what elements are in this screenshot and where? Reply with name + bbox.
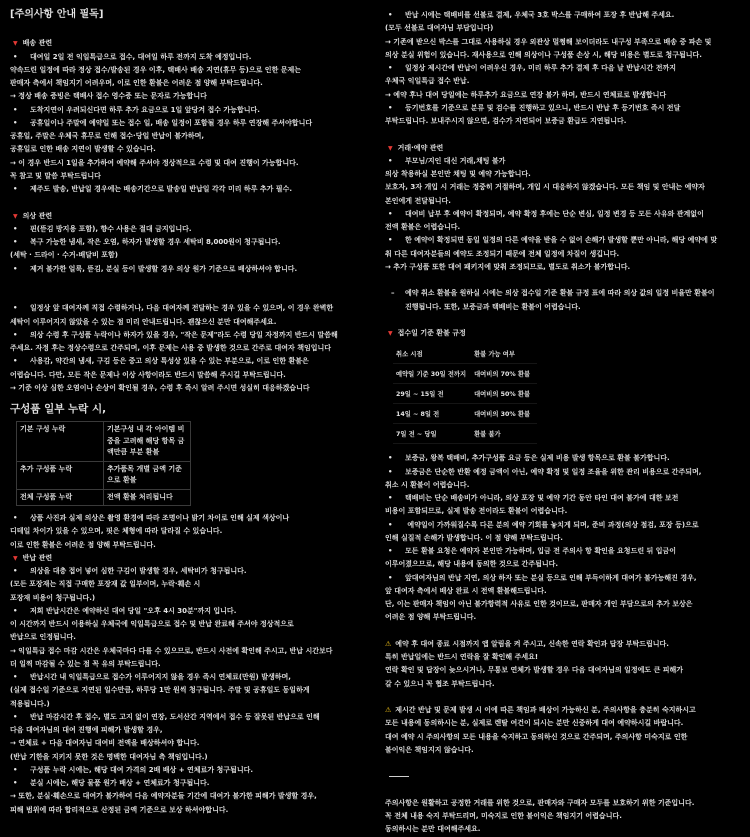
bullet-item [385,572,747,585]
table-row [393,384,537,404]
blank-line [385,314,747,327]
blank-line [385,274,747,287]
text-line: 동의하시는 분만 대여해주세요. [385,825,481,834]
bullet-item [10,302,372,315]
bullet-text: 복구 가능한 냄새, 작은 오염, 하자가 발생할 경우 세탁비 8,000원이 청구됩니다. [30,238,281,246]
text-line: (반납 기한을 지키지 못한 것은 명백한 대여자님 측 책임입니다.) [10,752,208,761]
blank-line [385,128,747,141]
red-triangle-icon: ▼ [13,40,18,48]
bullet-icon: • [13,514,18,522]
bullet-text: 반납시간 내 익일특급으로 접수가 이루어지지 않을 경우 즉시 연체료(만원) 발생하며, [30,673,291,681]
bullet-item [385,9,747,22]
warning-icon: ⚠ [385,639,392,648]
refund-amount-cell: 환불 불가 [471,424,537,444]
bullet-icon: • [388,103,393,112]
bullet-icon: • [388,547,393,555]
bullet-icon: • [13,357,18,366]
bullet-text: 핀(뜯김 방지용 포함), 향수 사용은 절대 금지입니다. [30,224,192,233]
bullet-text: 앞대여자님의 반납 지연, 의상 하자 또는 분실 등으로 인해 부득이하게 대여가 불가능해진 경우, [405,573,697,582]
bullet-item [10,329,372,342]
bullet-icon: • [13,673,18,681]
bullet-item [10,263,372,276]
text-line: 주의사항은 원활하고 공정한 거래를 위한 것으로, 판매자와 구매자 모두를 보호하기 위한 기준입니다. [385,798,695,807]
table-row [393,424,537,444]
bullet-item [10,104,372,117]
text-line: 어렵습니다. 다만, 모든 작은 문제나 이상 사항이라도 반드시 말씀해 주시길 부탁드립니다. [10,370,286,379]
bullet-item [10,183,372,196]
text-line: 판매자 측에서 책임지기 어려우며, 이로 인한 환불은 어려운 점 양해 부탁드립니다. [10,79,263,87]
section-heading-label: 의상 관련 [22,211,53,220]
bullet-text: 일정상 앞 대여자께 직접 수령하거나, 다음 대여자께 전달하는 경우 있을 수 있으며, 이 경우 완벽한 [30,304,334,313]
divider [385,770,747,783]
section-subtitle: 구성품 일부 누락 시, [10,403,107,415]
text-line: → 또한, 분실·훼손으로 대여가 불가하여 다음 예약자분들 기간에 대여가 불가한 피해가 발생할 경우, [10,792,317,801]
bullet-text: 분실 시에는, 해당 물품 원가 배상 + 연체료가 청구됩니다. [30,779,210,787]
bullet-item [10,117,372,130]
refund-policy-table [393,344,537,444]
text-line: 본인에게 전달됩니다. [385,196,451,205]
text-line: 우체국 익일특급 접수 반납. [385,77,470,86]
section-heading [10,552,372,565]
text-line: 포장재 비용이 청구됩니다.) [10,593,96,602]
page-title: [주의사항 안내 필독] [10,9,104,20]
bullet-icon: • [13,264,18,273]
bullet-icon: • [388,454,393,463]
text-line: 춰 다른 대여자분들의 예약도 조정되기 때문에 전체 일정에 차질이 생깁니다. [385,249,620,258]
bullet-text: 모든 환불 요청은 예약자 본인만 가능하며, 입금 전 주의사 항 확인을 요청드린 뒤 입금이 [405,547,677,555]
text-line: 이 시간까지 반드시 이용하실 우체국에 익일특급으로 접수 및 반납 완료해 주셔야 정상적으로 [10,620,294,628]
bullet-text: 택배비는 단순 배송비가 아니라, 의상 포장 및 예약 기간 동안 타인 대여 불가에 대한 보전 [405,494,679,502]
bullet-icon: • [13,238,18,246]
text-line: 피해 범위에 따라 합리적으로 산정된 금액 기준으로 보상 하셔야합니다. [10,805,229,814]
bullet-icon: • [13,118,18,127]
bullet-text: 공휴일이나 주말에 예약일 또는 접수 일, 배송 일정이 포함될 경우 하루 연장해 주셔야합니다 [30,118,313,127]
bullet-text: 반납 시에는 택배비를 선불로 결제, 우체국 3호 박스를 구매하여 포장 후 반납해 주세요. [405,11,675,19]
bullet-text: 의상을 대충 접어 넣어 심한 구김이 발생할 경우, 세탁비가 청구됩니다. [30,567,247,575]
blank-line [10,276,372,289]
section-heading-label: 반납 관련 [22,553,53,562]
text-line: 취소 시 환불이 어렵습니다. [385,480,470,489]
text-line: → 기존에 받으신 박스를 그대로 사용하실 경우 외관상 멀쩡해 보이더라도 내구성 부족으로 배송 중 파손 및 [385,37,712,46]
blank-line [385,691,747,704]
text-line: 꼭 참고 및 말씀 부탁드립니다 [10,171,101,180]
bullet-item [10,512,372,525]
text-line: (세탁 · 드라이 · 수거-배달비 포함) [10,251,118,260]
blank-line [385,757,747,770]
dash-icon: – [391,289,395,298]
column-header: 환불 가능 여부 [471,344,537,364]
refund-policy-cell: 추가품목 개별 금액 기준으로 환불 [104,461,191,489]
bullet-text: 도착지연이 우려되신다면 하루 추가 요금으로 1일 앞당겨 접수 가능합니다. [30,105,260,114]
text-line: 세탁이 이루어지지 않았을 수 있는 점 미리 안내드립니다. 괜찮으신 분만 대여해주세요. [10,317,277,326]
text-line: 이로 인한 환불은 어려운 점 양해 부탁드립니다. [10,540,156,549]
cancel-timing-cell: 예약일 기준 30일 전까지 [393,364,471,384]
missing-type-cell: 기본 구성 누락 [17,422,104,462]
text-line: 단, 이는 판매자 책임이 아닌 불가항력적 사유로 인한 것이므로, 판매자 개인 부담으로의 추가 보상은 [385,600,693,608]
refund-policy-cell: 전액 환불 처리됩니다 [104,489,191,506]
text-line: 반납으로 인정됩니다. [10,633,76,642]
section-heading-label: 배송 관련 [22,39,53,48]
bullet-icon: • [13,567,18,575]
bullet-item [10,236,372,249]
text-line: 보호자, 3자 개입 시 거래는 정중히 거절하며, 개입 시 대응하지 않겠습니다. 모든 책임 및 안내는 예약자 [385,183,705,192]
bullet-text: 의상 수령 후 구성품 누락이나 하자가 있을 경우, "작은 문제"라도 수령 당일 자정까지 반드시 말씀해 [30,330,338,339]
table-row [393,364,537,384]
text-line: 이루어졌으므로, 해당 내용에 동의한 것으로 간주됩니다. [385,560,559,569]
bullet-text: 일정상 제시간에 반납이 어려우신 경우, 미리 하루 추가 결제 후 다음 날 반납시간 전까지 [405,64,677,72]
left-column [10,6,372,817]
section-heading [10,210,372,223]
bullet-icon: • [13,185,18,193]
section-heading [10,37,372,50]
bullet-item [385,492,747,505]
text-line: 주세요. 자정 후는 정상수령으로 간주되며, 이후 문제는 사용 중 발생한 것으로 간주로 대여자 책임입니다 [10,344,332,352]
bullet-item [10,711,372,724]
bullet-icon: • [13,52,18,61]
text-line: → 이 경우 반드시 1일을 추가하여 예약해 주셔야 정상적으로 수령 및 대여 진행이 가능합니다. [10,158,299,167]
bullet-text: 제주도 발송, 반납일 경우에는 배송기간으로 발송일 반납일 각각 미리 하루 추가 필수. [30,185,293,193]
bullet-icon: • [388,11,393,19]
blank-line [10,24,372,37]
text-line: 약속드린 일정에 따라 정상 접수/발송된 경우 이후, 택배사 배송 지연(휴무 등)으로 인한 문제는 [10,65,302,74]
bullet-icon: • [388,467,393,476]
bullet-icon: • [388,64,393,72]
right-column [385,9,747,837]
bullet-icon: • [13,606,18,615]
bullet-item [385,155,747,168]
text-line: 갈 수 있으니 꼭 협조 부탁드립니다. [385,679,495,688]
bullet-text: 제거 불가한 얼룩, 뜯김, 분실 등이 발생할 경우 의상 원가 기준으로 배상하셔야 합니다. [30,264,298,273]
bullet-text: 예약일이 가까워질수록 다른 분의 예약 기회를 놓치게 되며, 준비 과정(의상 점검, 포장 등)으로 [405,520,699,529]
text-line: 다음 대여자님의 대여 진행에 피해가 발생할 경우, [10,726,163,734]
text-line: → 익일특급 접수 마감 시간은 우체국마다 다를 수 있으므로, 반드시 사전에 확인해 주시고, 반납 시간보다 [10,646,333,655]
refund-amount-cell: 대여비의 30% 환불 [471,404,537,424]
bullet-icon: • [388,573,393,582]
text-line: → 추가 구성품 또한 대여 패키지에 맞춰 조정되므로, 별도로 취소가 불가합니다. [385,262,631,271]
refund-amount-cell: 대여비의 70% 환불 [471,364,537,384]
bullet-icon: • [388,156,393,165]
bullet-item [10,605,372,618]
bullet-icon: • [388,494,393,502]
bullet-item [10,764,372,777]
text-line: 불이익은 책임지지 않습니다. [385,745,474,754]
text-line: 의상 분실 위험이 있습니다. 재사용으로 인해 의상이나 구성품 손상 시, 해당 비용은 별도로 청구됩니다. [385,50,702,59]
text-line: → 예약 후나 대여 당일에는 하루추가 요금으로 연장 불가 하며, 반드시 연체료로 발생합니다 [385,90,667,99]
section-heading [385,327,747,340]
table-row [17,489,191,506]
bullet-item [10,565,372,578]
text-line: 전액 환불은 어렵습니다. [385,223,461,231]
dash-item-continued: 진행됩니다. 또한, 보증금과 택배비는 환불이 어렵습니다. [405,302,581,311]
bullet-text: 한 예약이 확정되면 동일 일정의 다른 예약을 받을 수 없어 손해가 발생할 뿐만 아니라, 해당 예약에 맞 [405,236,718,245]
red-triangle-icon: ▼ [388,330,393,337]
warning-line [385,638,747,651]
refund-amount-cell: 대여비의 50% 환불 [471,384,537,404]
bullet-icon: • [13,765,18,774]
table-row [17,422,191,462]
column-header: 취소 시점 [393,344,471,364]
bullet-item [385,452,747,465]
bullet-icon: • [13,712,18,721]
bullet-text: 저희 반납시간은 예약하신 대여 당일 "오후 4시 30분"까지 입니다. [30,606,237,615]
text-line: (모든 포장재는 직접 구매한 포장재 값 일부이며, 누락·훼손 시 [10,580,201,589]
bullet-text: 구성품 누락 시에는, 해당 대여 가격의 2배 배상 + 연체료가 청구됩니다. [30,765,253,774]
bullet-text: 사용감, 약간의 냄새, 구김 등은 중고 의상 특성상 있을 수 있는 부분으로, 이로 인한 환불은 [30,357,309,366]
bullet-item [385,519,747,532]
missing-type-cell: 전체 구성품 누락 [17,489,104,506]
table-row [17,461,191,489]
text-line: 연락 확인 및 답장이 늦으시거나, 무통보 연체가 발생할 경우 다음 대여자님의 일정에도 큰 피해가 [385,666,684,675]
dash-item [385,287,747,300]
cancel-timing-cell: 7일 전 ~ 당일 [393,424,471,444]
bullet-icon: • [388,236,393,245]
text-line: (모두 선불로 대여자님 부담입니다) [385,24,494,33]
text-line: 특히 반납일에는 반드시 연락을 잘 확인해 주세요! [385,653,539,661]
table-header-row [393,344,537,364]
warning-line [385,704,747,717]
bullet-icon: • [13,224,18,233]
blank-line [385,625,747,638]
bullet-item [385,545,747,558]
text-line: 공휴일, 주말은 우체국 휴무로 인해 접수·당일 반납이 불가하며, [10,132,205,140]
bullet-item [10,777,372,790]
text-line: 꼭 전체 내용 숙지 부탁드리며, 미숙지로 인한 불이익은 책임지기 어렵습니다. [385,812,622,820]
text-line: 앞 대여자 측에서 배상 완료 시 전액 환불해드립니다. [385,586,547,595]
bullet-icon: • [13,330,18,339]
bullet-item [385,234,747,247]
refund-policy-cell: 기본구성 내 각 아이템 비중을 고려해 해당 항목 금액만큼 부분 환불 [104,422,191,462]
bullet-text: 대여일 2일 전 익일특급으로 접수, 대여일 하루 전까지 도착 예정입니다. [30,52,252,61]
red-triangle-icon: ▼ [13,554,18,562]
text-line: 디테일 차이가 있을 수 있으며, 핏은 체형에 따라 달라질 수 있습니다. [10,527,223,536]
section-heading [385,142,747,155]
divider-line [389,776,409,777]
bullet-text: 반납 마감시간 후 접수, 별도 고지 없이 연장, 도서산간 지역에서 접수 등 잘못된 반납으로 인해 [30,712,320,721]
text-line: 비용이 포함되므로, 실제 발송 전이라도 환불이 어렵습니다. [385,507,568,516]
text-line: 의상 착용하실 본인만 채팅 및 예약 가능합니다. [385,170,531,178]
bullet-icon: • [388,520,393,529]
text-line: 적용됩니다.) [10,699,50,708]
text-line: 부탁드립니다. 보내주시지 않으면, 검수가 지연되어 보증금 환급도 지연됩니다. [385,117,627,125]
warning-text: 제시간 반납 및 문제 발생 시 이에 따른 책임과 배상이 가능하신 분, 주의사항을 충분히 숙지하시고 [395,706,696,714]
bullet-item [385,62,747,75]
blank-line [385,784,747,797]
table-row [393,404,537,424]
text-line: 인해 실질적 손해가 발생합니다. 이 점 양해 부탁드립니다. [385,533,563,542]
bullet-item [385,466,747,479]
cancel-timing-cell: 29일 ~ 15일 전 [393,384,471,404]
cancel-timing-cell: 14일 ~ 8일 전 [393,404,471,424]
text-line: 더 일찍 마감될 수 있는 점 꼭 유의 부탁드립니다. [10,659,161,668]
bullet-icon: • [388,209,393,218]
dash-text: 예약 취소 환불을 원하실 시에는 의상 접수일 기준 환불 규정 표에 따라 의상 값의 일정 비율만 환불이 [405,289,715,298]
bullet-item [10,671,372,684]
missing-type-cell: 추가 구성품 누락 [17,461,104,489]
blank-line [10,289,372,302]
bullet-item [385,208,747,221]
red-triangle-icon: ▼ [13,212,18,220]
bullet-item [385,102,747,115]
bullet-item [10,355,372,368]
warning-text: 예약 후 대여 종료 시점까지 앱 알림을 켜 주시고, 신속한 연락 확인과 답장 부탁드립니다. [395,639,669,648]
bullet-icon: • [13,304,18,313]
bullet-text: 대여비 납부 후 예약이 확정되며, 예약 확정 후에는 단순 변심, 일정 변경 등 모든 사유와 관계없이 [405,209,704,218]
section-heading-label: 거래·예약 관련 [397,143,444,152]
text-line: (실제 접수일 기준으로 지연된 일수만큼, 하루당 1만 원씩 청구됩니다. 주말 및 공휴일도 동일하게 [10,686,310,695]
bullet-item [10,223,372,236]
missing-parts-table [16,421,191,506]
bullet-text: 등기번호를 기준으로 분류 및 검수를 진행하고 있으니, 반드시 반납 후 등기번호 즉시 전달 [405,103,681,112]
text-line: → 연체료 + 다음 대여자님 대여비 전액을 배상하셔야 합니다. [10,739,200,748]
text-line: 모든 내용에 동의하시는 분, 실제로 렌탈 여건이 되시는 분만 신중하게 대여 예약하시길 바랍니다. [385,719,684,728]
text-line: 어려운 점 양해 부탁드립니다. [385,613,477,622]
bullet-text: 보증금은 단순한 반환 예정 금액이 아닌, 예약 확정 및 일정 조율을 위한 관리 비용으로 간주되며, [405,467,702,476]
bullet-text: 상품 사진과 실제 의상은 촬영 환경에 따라 조명이나 밝기 차이로 인해 실제 색상이나 [30,514,290,522]
bullet-icon: • [13,105,18,114]
blank-line [10,196,372,209]
text-line: 대여 예약 시 주의사항의 모든 내용을 숙지하고 동의하신 것으로 간주되며, 주의사항 미숙지로 인한 [385,732,688,741]
text-line: → 정상 배송 증빙은 택배사 접수 영수증 또는 문자로 가능합니다 [10,92,207,101]
bullet-icon: • [13,779,18,787]
warning-icon: ⚠ [385,706,392,714]
section-heading-label: 접수일 기준 환불 규정 [397,329,466,337]
bullet-text: 보증금, 왕복 택배비, 추가구성품 요금 등은 실제 비용 발생 항목으로 환불 불가합니다. [405,454,670,463]
text-line: → 기준 이상 심한 오염이나 손상이 확인될 경우, 수령 후 즉시 알려 주시면 성실히 대응하겠습니다 [10,383,310,392]
text-line: 공휴일로 인한 배송 지연이 발생할 수 있습니다. [10,145,156,154]
red-triangle-icon: ▼ [388,144,393,152]
bullet-text: 부모님/지인 대신 거래,채팅 불가 [405,156,506,165]
bullet-item [10,51,372,64]
